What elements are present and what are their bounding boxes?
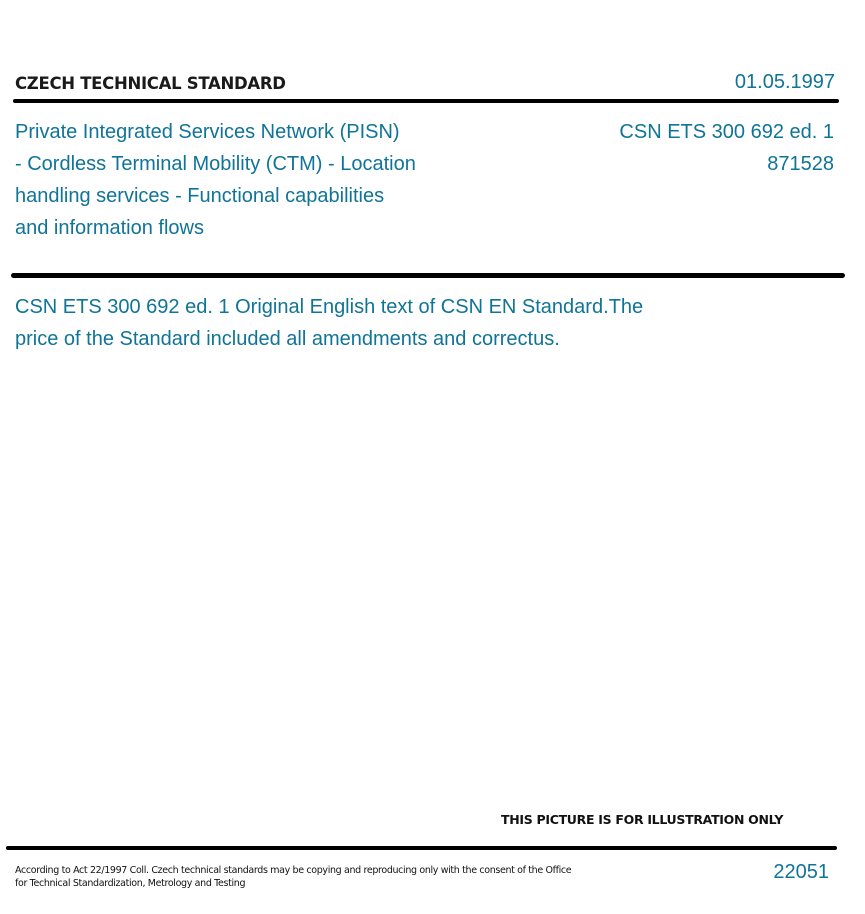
standard-designation: CSN ETS 300 692 ed. 1 (619, 121, 834, 143)
footer-number: 22051 (773, 861, 829, 883)
description-line: price of the Standard included all amendments and correctus. (15, 328, 560, 350)
title-line: Private Integrated Services Network (PISN) (15, 121, 400, 143)
legal-line: for Technical Standardization, Metrology and Testing (15, 878, 246, 889)
title-line: - Cordless Terminal Mobility (CTM) - Location (15, 153, 416, 175)
publication-date: 01.05.1997 (734, 71, 835, 93)
header-divider (13, 99, 839, 103)
document-type-label: CZECH TECHNICAL STANDARD (15, 74, 286, 93)
standard-description (15, 291, 735, 355)
standard-title (15, 116, 475, 244)
description-line: CSN ETS 300 692 ed. 1 Original English text of CSN EN Standard.The (15, 296, 644, 318)
legal-line: According to Act 22/1997 Coll. Czech technical standards may be copying and reproducing only with the consent of the Office (15, 865, 572, 876)
title-line: handling services - Functional capabilities (15, 185, 385, 207)
section-divider (11, 273, 845, 278)
footer-divider (6, 846, 837, 850)
legal-notice (15, 864, 605, 890)
illustration-note: THIS PICTURE IS FOR ILLUSTRATION ONLY (501, 812, 784, 827)
title-line: and information flows (15, 217, 204, 239)
standard-identifiers (619, 116, 834, 180)
catalog-number: 871528 (767, 153, 834, 175)
